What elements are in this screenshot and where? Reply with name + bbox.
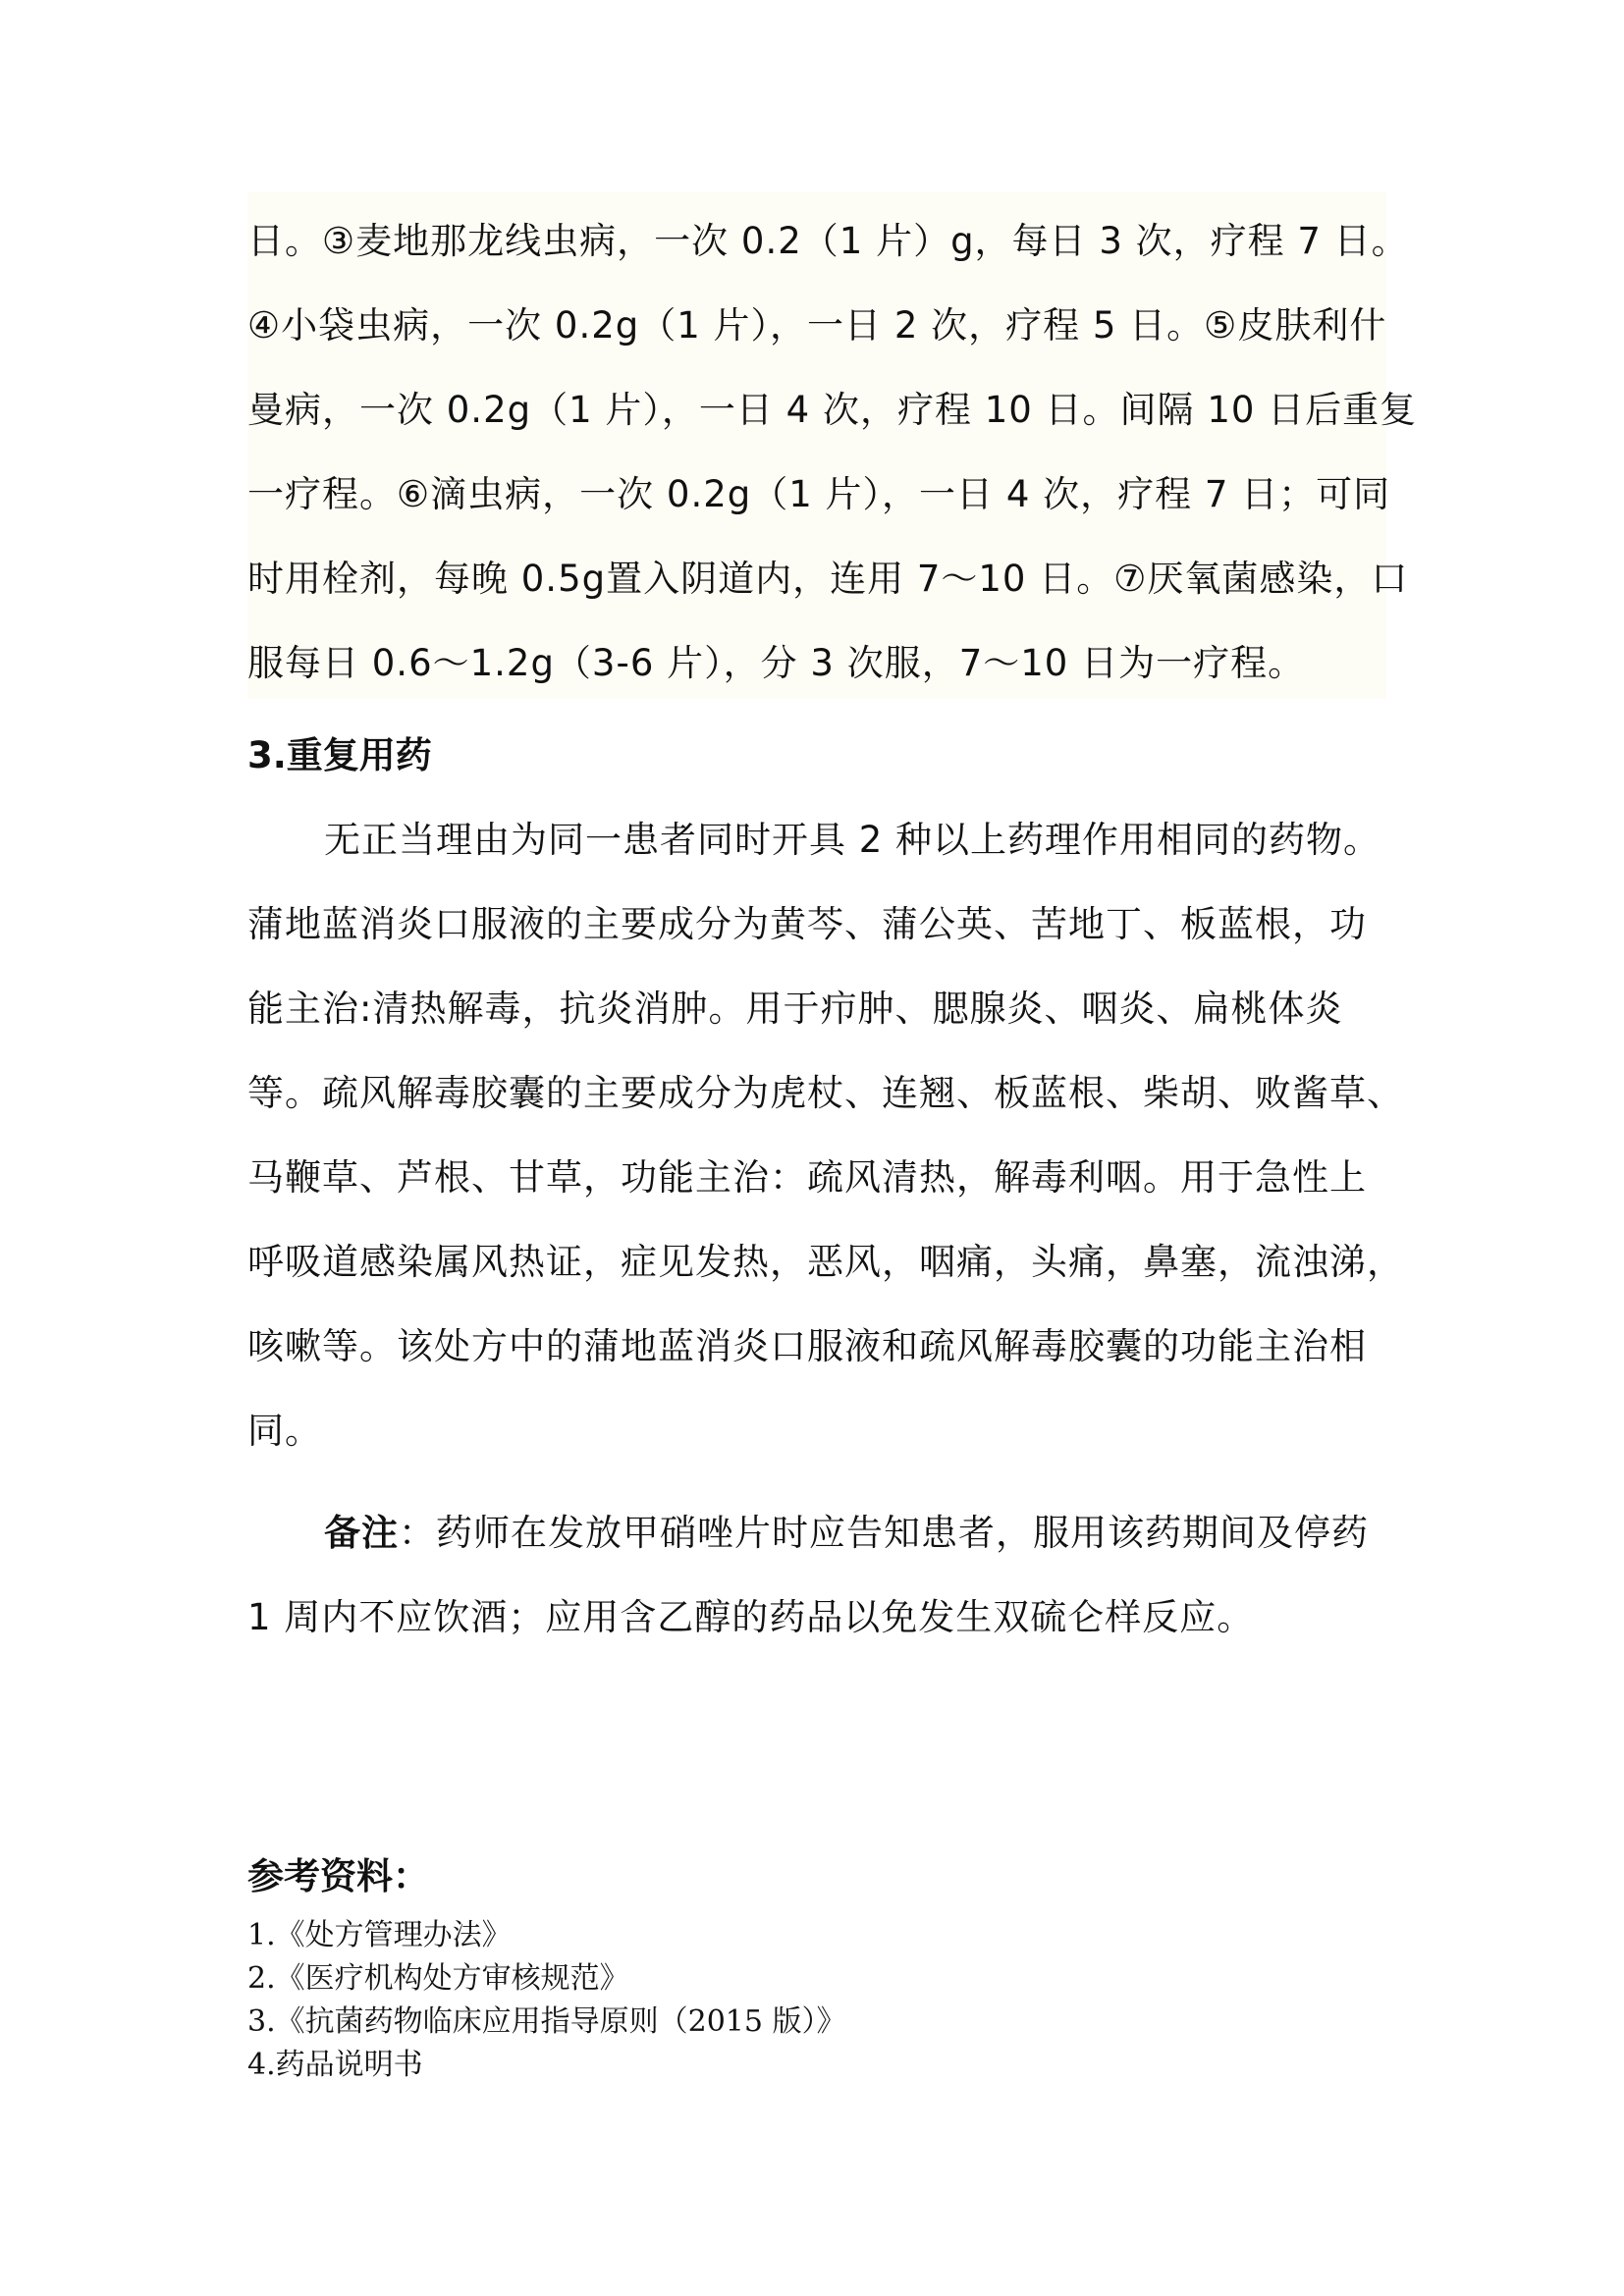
reference-item: 1.《处方管理办法》 <box>247 1918 512 1952</box>
note-label: 备注 <box>324 1512 399 1554</box>
paragraph-line: 等。疏风解毒胶囊的主要成分为虎杖、连翘、板蓝根、柴胡、败酱草、 <box>247 1072 1404 1114</box>
reference-item: 2.《医疗机构处方审核规范》 <box>247 1961 629 1996</box>
references-title: 参考资料： <box>247 1855 429 1897</box>
paragraph-line: 能主治:清热解毒，抗炎消肿。用于疖肿、腮腺炎、咽炎、扁桃体炎 <box>247 988 1343 1030</box>
paragraph-line: 一疗程。⑥滴虫病，一次 0.2g（1 片），一日 4 次，疗程 7 日；可同 <box>247 473 1391 515</box>
note-line <box>324 1510 1369 1557</box>
paragraph-line: 曼病，一次 0.2g（1 片），一日 4 次，疗程 10 日。间隔 10 日后重复 <box>247 389 1418 431</box>
paragraph-line: 同。 <box>247 1410 322 1452</box>
reference-item: 3.《抗菌药物临床应用指导原则（2015 版）》 <box>247 2004 846 2039</box>
section-heading: 3.重复用药 <box>247 734 432 776</box>
paragraph-line: 时用栓剂，每晚 0.5g置入阴道内，连用 7～10 日。⑦厌氧菌感染，口 <box>247 558 1409 600</box>
paragraph-line: 无正当理由为同一患者同时开具 2 种以上药理作用相同的药物。 <box>324 819 1381 861</box>
paragraph-line: ④小袋虫病，一次 0.2g（1 片），一日 2 次，疗程 5 日。⑤皮肤利什 <box>247 304 1387 347</box>
highlighted-paragraph-background <box>247 192 1386 699</box>
paragraph-line: 呼吸道感染属风热证，症见发热，恶风，咽痛，头痛，鼻塞，流浊涕， <box>247 1241 1404 1283</box>
note-line: 1 周内不应饮酒；应用含乙醇的药品以免发生双硫仑样反应。 <box>247 1596 1255 1638</box>
paragraph-line: 日。③麦地那龙线虫病，一次 0.2（1 片）g，每日 3 次，疗程 7 日。 <box>247 220 1409 262</box>
paragraph-line: 咳嗽等。该处方中的蒲地蓝消炎口服液和疏风解毒胶囊的功能主治相 <box>247 1325 1367 1367</box>
paragraph-line: 蒲地蓝消炎口服液的主要成分为黄芩、蒲公英、苦地丁、板蓝根，功 <box>247 903 1367 945</box>
reference-item: 4.药品说明书 <box>247 2048 423 2082</box>
note-text: ：药师在发放甲硝唑片时应告知患者，服用该药期间及停药 <box>399 1512 1369 1554</box>
paragraph-line: 马鞭草、芦根、甘草，功能主治：疏风清热，解毒利咽。用于急性上 <box>247 1156 1367 1199</box>
paragraph-line: 服每日 0.6～1.2g（3-6 片），分 3 次服，7～10 日为一疗程。 <box>247 642 1306 684</box>
